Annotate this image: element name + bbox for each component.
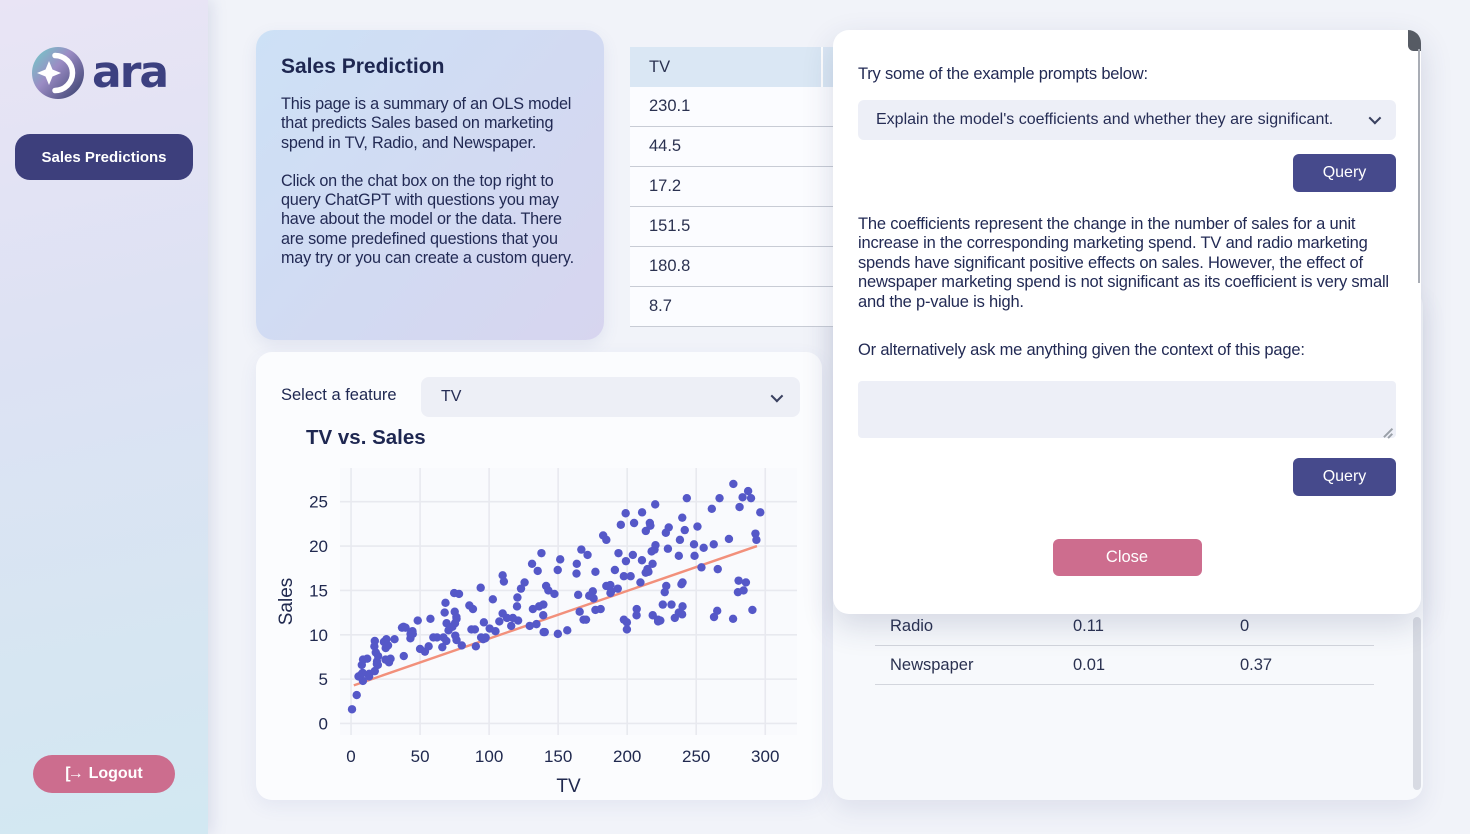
data-point [739, 586, 747, 594]
data-point [638, 508, 646, 516]
data-point [734, 576, 742, 584]
data-point [693, 522, 701, 530]
data-point [681, 526, 689, 534]
data-point [621, 509, 629, 517]
coefficient-row [875, 646, 1374, 685]
data-point [554, 630, 562, 638]
data-point [539, 611, 547, 619]
data-point [661, 588, 669, 596]
data-point [414, 616, 422, 624]
custom-query-textarea[interactable] [858, 381, 1396, 438]
x-tick-label: 0 [346, 747, 356, 766]
table-row: 17.2 [630, 167, 920, 207]
data-point [424, 642, 432, 650]
data-point [756, 508, 764, 516]
data-point [507, 622, 515, 630]
data-point [622, 557, 630, 565]
coefficient-cell: Radio [890, 616, 934, 635]
data-point [617, 521, 625, 529]
prompt-select-value: Explain the model's coefficients and whether they are significant. [876, 110, 1334, 128]
query-button-2[interactable] [1293, 458, 1396, 496]
prompt-select[interactable] [858, 100, 1396, 140]
data-point [752, 536, 760, 544]
data-point [713, 607, 721, 615]
data-point [458, 641, 466, 649]
data-point [659, 600, 667, 608]
logo-icon [32, 47, 84, 99]
data-point [690, 540, 698, 548]
sidebar-item-sales-predictions[interactable] [15, 134, 193, 180]
data-point [513, 593, 521, 601]
data-point [371, 667, 379, 675]
data-point [451, 631, 459, 639]
data-point [416, 645, 424, 653]
coefficients-scrollbar-thumb[interactable] [1413, 617, 1421, 790]
data-point [738, 493, 746, 501]
data-point [472, 642, 480, 650]
coefficient-cell: 0.37 [1240, 655, 1273, 674]
data-point [582, 615, 590, 623]
data-point [400, 652, 408, 660]
data-point [465, 601, 473, 609]
data-table-header-label: TV [649, 57, 671, 76]
data-point [575, 608, 583, 616]
data-point [498, 609, 506, 617]
close-button-label: Close [1105, 547, 1149, 566]
data-point [662, 529, 670, 537]
data-point [563, 626, 571, 634]
data-point [539, 628, 547, 636]
data-point [528, 560, 536, 568]
data-point [651, 500, 659, 508]
sidebar-item-label: Sales Predictions [41, 148, 167, 166]
data-point [382, 635, 390, 643]
sidebar [0, 0, 208, 834]
data-point [477, 633, 485, 641]
data-point [390, 635, 398, 643]
data-point [690, 552, 698, 560]
data-point [513, 602, 521, 610]
data-point [440, 608, 448, 616]
data-point [642, 527, 650, 535]
data-point [409, 630, 417, 638]
data-point [509, 614, 517, 622]
y-tick-label: 5 [318, 670, 328, 690]
data-point [648, 560, 656, 568]
data-point [498, 571, 506, 579]
data-point [537, 549, 545, 557]
coefficient-cell: 0.01 [1073, 655, 1106, 674]
data-point [742, 578, 750, 586]
data-point [678, 610, 686, 618]
data-point [638, 556, 646, 564]
intro-paragraph-2: Click on the chat box on the top right to query ChatGPT with questions you may have about the model or the data. There are some predefined questions that you may try or you can create a custom query. [281, 171, 574, 268]
data-point [677, 580, 685, 588]
close-button[interactable] [1053, 539, 1202, 576]
chat-modal [833, 30, 1421, 614]
data-point [649, 611, 657, 619]
y-tick-label: 0 [318, 714, 328, 734]
data-point [629, 551, 637, 559]
data-point [363, 655, 371, 663]
data-point [675, 552, 683, 560]
data-point [426, 615, 434, 623]
data-point [495, 617, 503, 625]
data-point [374, 652, 382, 660]
data-point [480, 618, 488, 626]
data-point [630, 519, 638, 527]
data-point [353, 691, 361, 699]
logout-label: Logout [88, 765, 143, 782]
data-point [729, 480, 737, 488]
data-point [441, 599, 449, 607]
intro-card [256, 30, 604, 340]
data-point [455, 590, 463, 598]
data-point [636, 578, 644, 586]
data-point [573, 560, 581, 568]
data-point [534, 567, 542, 575]
data-point [644, 568, 652, 576]
y-tick-label: 20 [309, 537, 328, 557]
y-tick-label: 15 [309, 581, 328, 601]
table-row: 151.5 [630, 207, 920, 247]
data-point [725, 535, 733, 543]
data-point [678, 513, 686, 521]
data-point [708, 505, 716, 513]
query-button-2-label: Query [1322, 467, 1367, 485]
data-point [683, 494, 691, 502]
query-button-label: Query [1322, 163, 1367, 181]
app-logo [32, 47, 167, 99]
plot-background [340, 468, 797, 735]
data-point [602, 536, 610, 544]
data-point [697, 563, 705, 571]
data-point [517, 584, 525, 592]
data-point [577, 545, 585, 553]
data-point [574, 591, 582, 599]
feature-select[interactable] [421, 377, 800, 417]
chart-card [256, 352, 822, 800]
data-point [429, 633, 437, 641]
data-point [542, 582, 550, 590]
data-point [591, 606, 599, 614]
data-point [614, 549, 622, 557]
data-point [532, 620, 540, 628]
coefficient-cell: Newspaper [890, 655, 974, 674]
page-title: Sales Prediction [281, 55, 445, 78]
data-point [467, 625, 475, 633]
logout-icon: [→ [65, 765, 81, 782]
coefficient-cell: 0.11 [1073, 616, 1104, 635]
data-point [556, 555, 564, 563]
x-tick-label: 200 [612, 747, 642, 766]
modal-scrollbar-thumb[interactable] [1408, 30, 1421, 51]
data-point [620, 572, 628, 580]
scatter-plot [276, 452, 821, 792]
table-row: 44.5 [630, 127, 920, 167]
data-point [710, 540, 718, 548]
data-point [448, 623, 456, 631]
data-point [671, 614, 679, 622]
data-point [676, 536, 684, 544]
x-tick-label: 250 [682, 747, 711, 766]
data-point [539, 600, 547, 608]
data-point [667, 600, 675, 608]
logout-button[interactable] [33, 755, 175, 793]
feature-select-value: TV [441, 388, 462, 405]
data-point [729, 615, 737, 623]
y-tick-label: 10 [309, 625, 328, 645]
data-point [714, 565, 722, 573]
x-axis-label: TV [556, 776, 581, 792]
data-point [611, 566, 619, 574]
chevron-down-icon [1369, 112, 1382, 125]
data-point [678, 602, 686, 610]
chevron-down-icon [771, 389, 784, 402]
logo-text: ara [92, 47, 168, 98]
chart-title: TV vs. Sales [306, 426, 426, 449]
y-axis-label: Sales [276, 577, 297, 626]
data-point [715, 494, 723, 502]
data-point [699, 544, 707, 552]
data-point [451, 608, 459, 616]
modal-scrollbar-track[interactable] [1418, 49, 1420, 283]
x-tick-label: 300 [751, 747, 780, 766]
freeform-intro-text: Or alternatively ask me anything given the context of this page: [858, 341, 1305, 359]
prompt-intro-text: Try some of the example prompts below: [858, 65, 1148, 83]
data-point [748, 606, 756, 614]
data-point [373, 660, 381, 668]
query-button[interactable] [1293, 154, 1396, 192]
data-point [651, 541, 659, 549]
data-point [620, 615, 628, 623]
table-row: 180.8 [630, 247, 920, 287]
coefficient-cell: 0 [1240, 616, 1250, 635]
x-tick-label: 50 [410, 747, 430, 766]
data-point [442, 637, 450, 645]
data-point [585, 592, 593, 600]
column-separator [821, 47, 823, 87]
model-answer-text: The coefficients represent the change in the number of sales for a unit increase in the corresponding marketing spend. TV and radio marketing spends have significant positive effects on sales. However, the effect of newspaper marketing spend is not significant as its coefficient is very small and the p-value is high. [858, 214, 1389, 311]
data-point [735, 503, 743, 511]
x-tick-label: 100 [474, 747, 504, 766]
data-point [489, 595, 497, 603]
data-point [381, 655, 389, 663]
y-tick-label: 25 [309, 492, 328, 512]
data-point [529, 605, 537, 613]
data-point [632, 611, 640, 619]
coefficients-table [875, 607, 1374, 685]
data-point [572, 569, 580, 577]
data-point [401, 623, 409, 631]
table-row: 8.7 [630, 287, 920, 327]
feature-select-label: Select a feature [281, 386, 397, 404]
data-point [554, 566, 562, 574]
data-point [358, 669, 366, 677]
data-point [491, 627, 499, 635]
table-row: 230.1 [630, 87, 920, 127]
data-point [607, 587, 615, 595]
data-point [591, 568, 599, 576]
intro-paragraph-1: This page is a summary of an OLS model that predicts Sales based on marketing spend in TV, Radio, and Newspaper. [281, 95, 572, 152]
x-tick-label: 150 [543, 747, 573, 766]
data-point [476, 584, 484, 592]
data-point [664, 545, 672, 553]
data-point [348, 705, 356, 713]
textarea-resize-handle[interactable] [1382, 427, 1393, 438]
